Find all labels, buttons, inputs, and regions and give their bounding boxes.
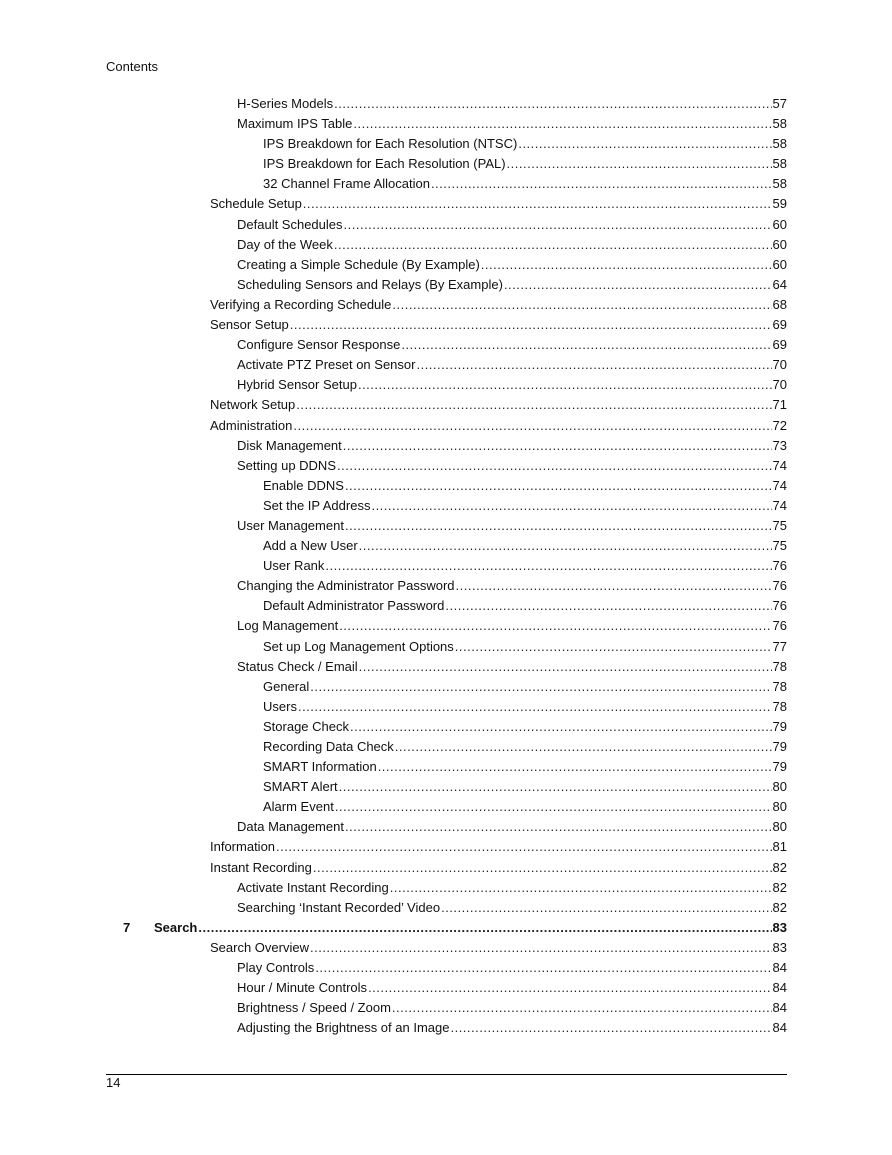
dot-leader bbox=[445, 596, 771, 616]
toc-row[interactable] bbox=[0, 395, 892, 415]
dot-leader bbox=[344, 215, 772, 235]
dot-leader bbox=[455, 637, 772, 657]
toc-entry[interactable] bbox=[210, 295, 787, 315]
toc-entry-page: 64 bbox=[772, 276, 787, 292]
dot-leader bbox=[359, 536, 772, 556]
toc-entry-page: 76 bbox=[772, 618, 787, 634]
toc-row[interactable] bbox=[0, 174, 892, 194]
toc-row[interactable] bbox=[0, 858, 892, 878]
toc-entry-page: 75 bbox=[772, 538, 787, 554]
toc-entry-page: 68 bbox=[772, 296, 787, 312]
dot-leader bbox=[334, 94, 771, 114]
toc-entry-title: Set the IP Address bbox=[263, 496, 371, 516]
toc-entry[interactable] bbox=[237, 436, 787, 456]
toc-entry-title: Hour / Minute Controls bbox=[237, 978, 368, 998]
toc-row[interactable] bbox=[0, 878, 892, 898]
dot-leader bbox=[345, 817, 772, 837]
toc-row[interactable] bbox=[0, 375, 892, 395]
toc-entry-title: Users bbox=[263, 697, 298, 717]
toc-entry[interactable] bbox=[237, 516, 787, 536]
toc-entry-title: Add a New User bbox=[263, 536, 359, 556]
toc-row[interactable] bbox=[0, 335, 892, 355]
toc-entry-title: Log Management bbox=[237, 616, 339, 636]
toc-entry[interactable] bbox=[237, 255, 787, 275]
toc-entry-title: Scheduling Sensors and Relays (By Example) bbox=[237, 275, 504, 295]
chapter-number: 7 bbox=[123, 919, 131, 935]
toc-row[interactable] bbox=[0, 1018, 892, 1038]
toc-entry[interactable] bbox=[237, 355, 787, 375]
toc-row[interactable] bbox=[0, 536, 892, 556]
toc-row[interactable] bbox=[0, 154, 892, 174]
dot-leader bbox=[334, 235, 772, 255]
dot-leader bbox=[390, 878, 772, 898]
dot-leader bbox=[371, 496, 771, 516]
toc-entry[interactable] bbox=[263, 777, 787, 797]
toc-entry-page: 74 bbox=[772, 497, 787, 513]
toc-entry-page: 79 bbox=[772, 739, 787, 754]
dot-leader bbox=[518, 134, 771, 154]
toc-entry-page: 57 bbox=[772, 96, 787, 111]
dot-leader bbox=[310, 938, 772, 958]
toc-row[interactable] bbox=[0, 215, 892, 235]
toc-entry-page: 69 bbox=[772, 317, 787, 333]
toc-entry-title: Default Schedules bbox=[237, 215, 344, 235]
toc-entry-title: Changing the Administrator Password bbox=[237, 576, 456, 596]
toc-row[interactable] bbox=[0, 657, 892, 677]
toc-entry-page: 60 bbox=[772, 216, 787, 232]
toc-entry[interactable] bbox=[263, 496, 787, 516]
dot-leader bbox=[378, 757, 772, 777]
toc-row[interactable] bbox=[0, 757, 892, 777]
toc-entry-title: Recording Data Check bbox=[263, 737, 395, 757]
toc-entry-page: 74 bbox=[772, 457, 787, 473]
toc-row[interactable] bbox=[0, 556, 892, 576]
toc-entry-title: SMART Information bbox=[263, 757, 378, 777]
toc-row[interactable] bbox=[0, 114, 892, 134]
toc-entry[interactable] bbox=[263, 556, 787, 576]
footer-divider bbox=[106, 1074, 787, 1075]
table-of-contents bbox=[0, 94, 892, 1038]
toc-entry-page: 71 bbox=[772, 397, 787, 413]
toc-entry-page: 60 bbox=[772, 256, 787, 272]
toc-entry-page: 80 bbox=[772, 779, 787, 795]
dot-leader bbox=[325, 556, 771, 576]
toc-entry[interactable] bbox=[210, 938, 787, 958]
toc-entry[interactable] bbox=[237, 1018, 787, 1038]
dot-leader bbox=[358, 375, 772, 395]
dot-leader bbox=[359, 657, 772, 677]
toc-entry-title: Day of the Week bbox=[237, 235, 334, 255]
toc-entry-title: Search bbox=[154, 918, 198, 938]
toc-entry-title: Verifying a Recording Schedule bbox=[210, 295, 392, 315]
toc-entry[interactable] bbox=[237, 335, 787, 355]
toc-entry[interactable] bbox=[237, 275, 787, 295]
toc-entry-page: 60 bbox=[772, 236, 787, 252]
toc-entry-page: 74 bbox=[772, 477, 787, 493]
toc-entry[interactable] bbox=[263, 134, 787, 154]
toc-row[interactable] bbox=[0, 596, 892, 616]
toc-row[interactable] bbox=[0, 194, 892, 214]
toc-row[interactable] bbox=[0, 637, 892, 657]
dot-leader bbox=[353, 114, 771, 134]
toc-entry-title: IPS Breakdown for Each Resolution (PAL) bbox=[263, 154, 507, 174]
toc-entry-title: H-Series Models bbox=[237, 94, 334, 114]
toc-row[interactable] bbox=[0, 817, 892, 837]
toc-entry-title: Activate PTZ Preset on Sensor bbox=[237, 355, 416, 375]
dot-leader bbox=[339, 777, 772, 797]
dot-leader bbox=[293, 416, 771, 436]
toc-entry-title: Searching ‘Instant Recorded’ Video bbox=[237, 898, 441, 918]
toc-row[interactable] bbox=[0, 918, 892, 938]
toc-entry-title: Alarm Event bbox=[263, 797, 335, 817]
dot-leader bbox=[395, 737, 772, 757]
dot-leader bbox=[507, 154, 772, 174]
toc-entry-title: General bbox=[263, 677, 310, 697]
toc-entry-page: 76 bbox=[772, 558, 787, 574]
toc-entry-title: Sensor Setup bbox=[210, 315, 290, 335]
toc-entry[interactable] bbox=[237, 235, 787, 255]
toc-row[interactable] bbox=[0, 416, 892, 436]
toc-entry-page: 83 bbox=[772, 939, 787, 955]
dot-leader bbox=[431, 174, 772, 194]
toc-entry[interactable] bbox=[237, 817, 787, 837]
toc-entry[interactable] bbox=[263, 174, 787, 194]
toc-entry[interactable] bbox=[263, 637, 787, 657]
dot-leader bbox=[296, 395, 771, 415]
toc-entry[interactable] bbox=[237, 215, 787, 235]
toc-entry-title: Administration bbox=[210, 416, 293, 436]
toc-entry[interactable] bbox=[237, 94, 787, 114]
toc-entry-title: Brightness / Speed / Zoom bbox=[237, 998, 392, 1018]
toc-entry[interactable] bbox=[263, 737, 787, 757]
dot-leader bbox=[339, 616, 771, 636]
dot-leader bbox=[401, 335, 771, 355]
dot-leader bbox=[343, 436, 772, 456]
dot-leader bbox=[416, 355, 771, 375]
toc-row[interactable] bbox=[0, 295, 892, 315]
toc-entry-page: 59 bbox=[772, 196, 787, 212]
dot-leader bbox=[392, 998, 772, 1018]
toc-entry-page: 58 bbox=[772, 136, 787, 152]
toc-entry[interactable] bbox=[210, 416, 787, 436]
toc-entry[interactable] bbox=[210, 395, 787, 415]
toc-entry-page: 72 bbox=[772, 417, 787, 433]
toc-entry-page: 58 bbox=[772, 156, 787, 172]
toc-entry[interactable] bbox=[237, 616, 787, 636]
toc-row[interactable] bbox=[0, 777, 892, 797]
toc-entry-page: 82 bbox=[772, 899, 787, 915]
toc-entry-page: 70 bbox=[772, 377, 787, 393]
toc-entry-page: 75 bbox=[772, 517, 787, 533]
toc-entry-page: 80 bbox=[772, 799, 787, 815]
toc-entry-title: User Rank bbox=[263, 556, 325, 576]
dot-leader bbox=[298, 697, 772, 717]
toc-entry[interactable] bbox=[237, 456, 787, 476]
toc-entry[interactable] bbox=[237, 576, 787, 596]
toc-entry-title: Play Controls bbox=[237, 958, 315, 978]
toc-entry-page: 84 bbox=[772, 1020, 787, 1036]
toc-row[interactable] bbox=[0, 516, 892, 536]
toc-entry[interactable] bbox=[263, 797, 787, 817]
toc-entry-page: 76 bbox=[772, 598, 787, 614]
toc-entry-title: Adjusting the Brightness of an Image bbox=[237, 1018, 450, 1038]
toc-row[interactable] bbox=[0, 576, 892, 596]
dot-leader bbox=[450, 1018, 771, 1038]
toc-row[interactable] bbox=[0, 315, 892, 335]
dot-leader bbox=[368, 978, 771, 998]
toc-entry-title: Hybrid Sensor Setup bbox=[237, 375, 358, 395]
toc-entry-page: 58 bbox=[772, 116, 787, 132]
dot-leader bbox=[290, 315, 772, 335]
toc-entry-title: IPS Breakdown for Each Resolution (NTSC) bbox=[263, 134, 518, 154]
dot-leader bbox=[198, 918, 771, 938]
dot-leader bbox=[350, 717, 772, 737]
toc-entry-page: 78 bbox=[772, 658, 787, 674]
toc-entry-page: 69 bbox=[772, 337, 787, 353]
dot-leader bbox=[456, 576, 772, 596]
toc-entry-page: 79 bbox=[772, 718, 787, 734]
toc-entry[interactable] bbox=[237, 958, 787, 978]
toc-row[interactable] bbox=[0, 275, 892, 295]
dot-leader bbox=[345, 516, 772, 536]
toc-entry-page: 73 bbox=[772, 437, 787, 453]
toc-entry[interactable] bbox=[210, 837, 787, 857]
toc-entry[interactable] bbox=[237, 114, 787, 134]
dot-leader bbox=[337, 456, 772, 476]
toc-row[interactable] bbox=[0, 958, 892, 978]
toc-entry-page: 76 bbox=[772, 578, 787, 594]
toc-entry-title: Default Administrator Password bbox=[263, 596, 445, 616]
toc-entry[interactable] bbox=[263, 677, 787, 697]
toc-entry-title: Network Setup bbox=[210, 395, 296, 415]
toc-row[interactable] bbox=[0, 355, 892, 375]
toc-entry-page: 80 bbox=[772, 819, 787, 835]
toc-entry-page: 84 bbox=[772, 980, 787, 996]
toc-row[interactable] bbox=[0, 255, 892, 275]
toc-entry-title: Data Management bbox=[237, 817, 345, 837]
toc-entry-page: 70 bbox=[772, 357, 787, 373]
toc-entry-page: 81 bbox=[772, 839, 787, 855]
toc-entry[interactable] bbox=[210, 858, 787, 878]
toc-entry-title: Storage Check bbox=[263, 717, 350, 737]
dot-leader bbox=[335, 797, 772, 817]
toc-entry-title: User Management bbox=[237, 516, 345, 536]
toc-row[interactable] bbox=[0, 616, 892, 636]
toc-entry-title: Instant Recording bbox=[210, 858, 313, 878]
toc-entry-page: 78 bbox=[772, 678, 787, 694]
toc-entry-page: 58 bbox=[772, 176, 787, 192]
toc-entry[interactable] bbox=[263, 717, 787, 737]
toc-entry[interactable] bbox=[263, 596, 787, 616]
toc-entry-page: 82 bbox=[772, 879, 787, 895]
toc-entry-title: Schedule Setup bbox=[210, 194, 303, 214]
footer-page-number: 14 bbox=[106, 1075, 121, 1090]
toc-row[interactable] bbox=[0, 978, 892, 998]
toc-entry-title: Enable DDNS bbox=[263, 476, 345, 496]
toc-entry[interactable] bbox=[210, 194, 787, 214]
toc-row[interactable] bbox=[0, 496, 892, 516]
toc-entry[interactable] bbox=[210, 315, 787, 335]
toc-row[interactable] bbox=[0, 697, 892, 717]
toc-row[interactable] bbox=[0, 456, 892, 476]
toc-row[interactable] bbox=[0, 436, 892, 456]
toc-entry[interactable] bbox=[237, 898, 787, 918]
toc-entry-page: 78 bbox=[772, 698, 787, 714]
toc-entry-title: Setting up DDNS bbox=[237, 456, 337, 476]
toc-row[interactable] bbox=[0, 938, 892, 958]
toc-entry-title: SMART Alert bbox=[263, 777, 339, 797]
dot-leader bbox=[313, 858, 772, 878]
toc-entry-title: Search Overview bbox=[210, 938, 310, 958]
dot-leader bbox=[345, 476, 772, 496]
dot-leader bbox=[315, 958, 771, 978]
toc-entry-title: Information bbox=[210, 837, 276, 857]
dot-leader bbox=[276, 837, 771, 857]
toc-entry[interactable] bbox=[263, 697, 787, 717]
toc-row[interactable] bbox=[0, 677, 892, 697]
toc-entry-page: 84 bbox=[772, 960, 787, 976]
toc-row[interactable] bbox=[0, 134, 892, 154]
toc-entry[interactable] bbox=[237, 998, 787, 1018]
toc-entry[interactable] bbox=[263, 476, 787, 496]
toc-entry[interactable] bbox=[237, 978, 787, 998]
toc-entry-page: 82 bbox=[772, 859, 787, 875]
toc-entry[interactable] bbox=[237, 878, 787, 898]
dot-leader bbox=[310, 677, 771, 697]
toc-entry-title: Configure Sensor Response bbox=[237, 335, 401, 355]
toc-entry-page: 79 bbox=[772, 759, 787, 775]
dot-leader bbox=[481, 255, 772, 275]
toc-entry[interactable] bbox=[263, 154, 787, 174]
toc-entry-title: Activate Instant Recording bbox=[237, 878, 390, 898]
toc-row[interactable] bbox=[0, 837, 892, 857]
dot-leader bbox=[504, 275, 772, 295]
toc-entry-title: Status Check / Email bbox=[237, 657, 359, 677]
running-header: Contents bbox=[106, 59, 159, 74]
toc-row[interactable] bbox=[0, 94, 892, 114]
toc-entry-title: Disk Management bbox=[237, 436, 343, 456]
dot-leader bbox=[392, 295, 771, 315]
toc-row[interactable] bbox=[0, 797, 892, 817]
toc-entry[interactable] bbox=[263, 757, 787, 777]
toc-row[interactable] bbox=[0, 737, 892, 757]
toc-row[interactable] bbox=[0, 898, 892, 918]
toc-entry-page: 84 bbox=[772, 1000, 787, 1016]
toc-entry[interactable] bbox=[237, 657, 787, 677]
toc-entry-title: 32 Channel Frame Allocation bbox=[263, 174, 431, 194]
toc-entry-title: Creating a Simple Schedule (By Example) bbox=[237, 255, 481, 275]
toc-entry-page: 77 bbox=[772, 638, 787, 654]
toc-row[interactable] bbox=[0, 235, 892, 255]
toc-row[interactable] bbox=[0, 717, 892, 737]
dot-leader bbox=[303, 194, 772, 214]
dot-leader bbox=[441, 898, 771, 918]
toc-row[interactable] bbox=[0, 476, 892, 496]
toc-entry[interactable] bbox=[154, 918, 787, 938]
toc-entry-page: 83 bbox=[772, 919, 787, 935]
toc-entry[interactable] bbox=[263, 536, 787, 556]
toc-entry[interactable] bbox=[237, 375, 787, 395]
toc-entry-title: Set up Log Management Options bbox=[263, 637, 455, 657]
toc-row[interactable] bbox=[0, 998, 892, 1018]
toc-entry-title: Maximum IPS Table bbox=[237, 114, 353, 134]
